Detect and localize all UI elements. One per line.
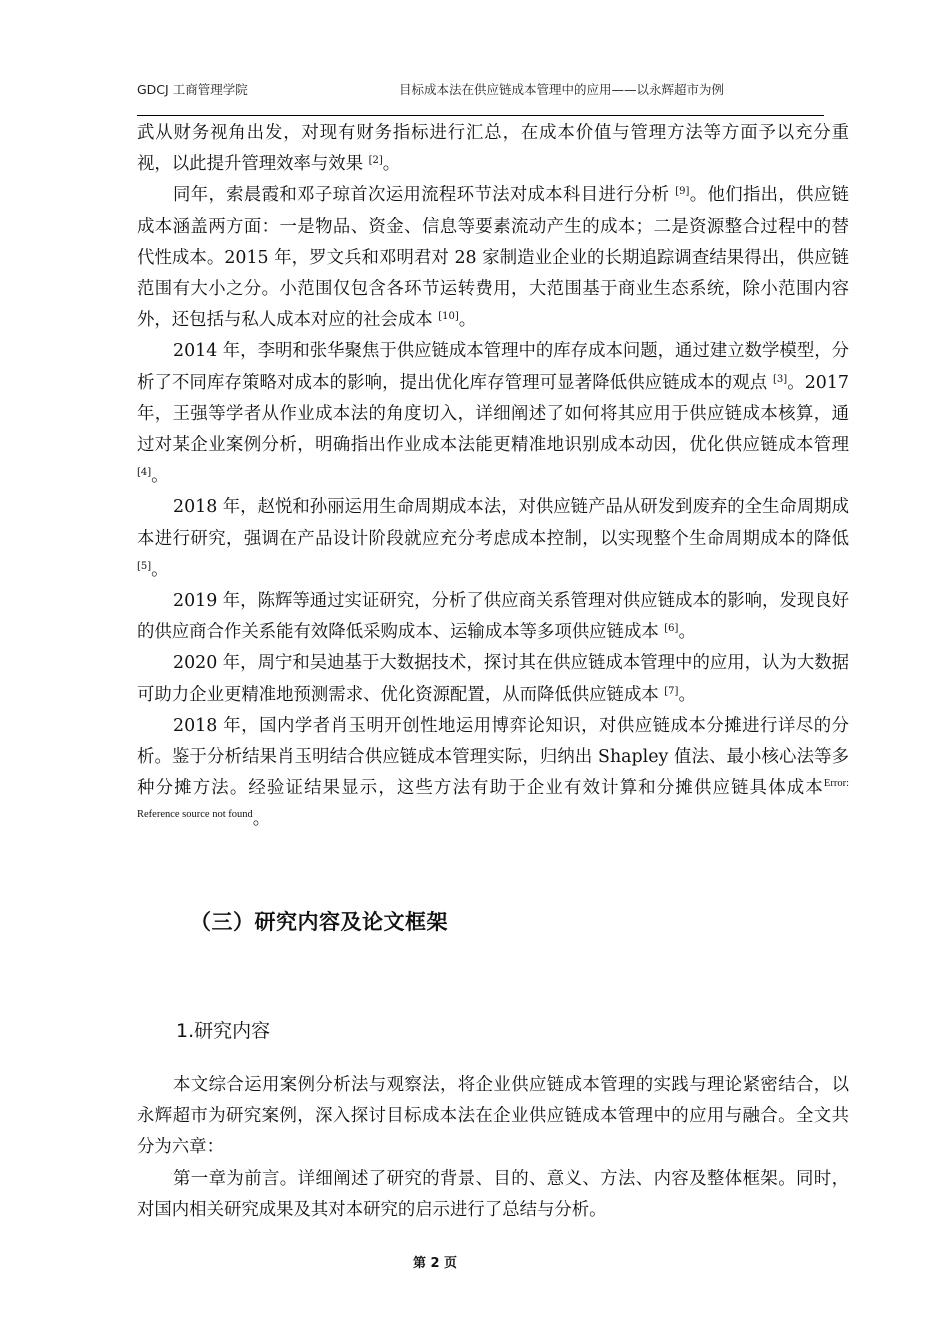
citation[interactable]: [3] xyxy=(772,373,788,385)
paragraph: 2018 年，赵悦和孙丽运用生命周期成本法，对供应链产品从研发到废弃的全生命周期成本进行研究，强调在产品设计阶段就应充分考虑成本控制，以实现整个生命周期成本的降低 [5]。 xyxy=(137,497,849,580)
header-divider xyxy=(137,115,824,116)
body-text xyxy=(137,118,849,836)
reference-error: Error: Reference source not found xyxy=(137,778,849,821)
body-text-2 xyxy=(137,1070,849,1226)
paragraph: 第一章为前言。详细阐述了研究的背景、目的、意义、方法、内容及整体框架。同时，对国内相关研究成果及其对本研究的启示进行了总结与分析。 xyxy=(137,1168,849,1220)
citation[interactable]: [9] xyxy=(675,186,690,198)
header-school: GDCJ 工商管理学院 xyxy=(137,82,248,97)
citation[interactable]: [4] xyxy=(137,467,152,479)
paragraph: 2018 年，国内学者肖玉明开创性地运用博弈论知识，对供应链成本分摊进行详尽的分析。鉴于分析结果肖玉明结合供应链成本管理实际，归纳出 Shapley 值法、最小核心法等多种分摊方法。经验证结果显示，这些方法有助于企业有效计算和分摊供应链具体成本$^{Error: Reference source not found}$。 xyxy=(137,715,849,830)
paragraph: 武从财务视角出发，对现有财务指标进行汇总，在成本价值与管理方法等方面予以充分重视，以此提升管理效率与效果 [2]。 xyxy=(137,123,849,175)
citation[interactable]: [6] xyxy=(664,623,679,635)
paragraph: 2014 年，李明和张华聚焦于供应链成本管理中的库存成本问题，通过建立数学模型，分析了不同库存策略对成本的影响，提出优化库存管理可显著降低供应链成本的观点 [3]。2017 年，王强等学者从作业成本法的角度切入，详细阐述了如何将其应用于供应链成本核算，通过对某企业案例分析，明确指出作业成本法能更精准地识别成本动因，优化供应链成本管理 [4]。 xyxy=(137,341,849,487)
subsection-heading: 1.研究内容 xyxy=(176,1020,271,1042)
page-number: 第 2 页 xyxy=(412,1256,458,1271)
paragraph: 本文综合运用案例分析法与观察法，将企业供应链成本管理的实践与理论紧密结合，以永辉超市为研究案例，深入探讨目标成本法在企业供应链成本管理中的应用与融合。全文共分为六章： xyxy=(137,1075,849,1158)
paragraph: 2020 年，周宁和吴迪基于大数据技术，探讨其在供应链成本管理中的应用，认为大数据可助力企业更精准地预测需求、优化资源配置，从而降低供应链成本 [7]。 xyxy=(137,653,849,705)
citation[interactable]: [2] xyxy=(368,155,383,167)
citation[interactable]: [7] xyxy=(664,685,679,697)
citation[interactable]: [10] xyxy=(438,311,459,323)
header-paper-title: 目标成本法在供应链成本管理中的应用——以永辉超市为例 xyxy=(399,82,725,97)
section-heading: （三）研究内容及论文框架 xyxy=(190,910,448,934)
paragraph: 2019 年，陈辉等通过实证研究，分析了供应商关系管理对供应链成本的影响，发现良好的供应商合作关系能有效降低采购成本、运输成本等多项供应链成本 [6]。 xyxy=(137,591,849,643)
citation[interactable]: [5] xyxy=(137,560,152,572)
paragraph: 同年，索晨霞和邓子琼首次运用流程环节法对成本科目进行分析 [9]。他们指出，供应链成本涵盖两方面：一是物品、资金、信息等要素流动产生的成本；二是资源整合过程中的替代性成本。2015 年，罗文兵和邓明君对 28 家制造业企业的长期追踪调查结果得出，供应链范围有大小之分。小范围仅包含各环节运转费用，大范围基于商业生态系统，除小范围内容外，还包括与私人成本对应的社会成本 [10]。 xyxy=(137,185,849,331)
